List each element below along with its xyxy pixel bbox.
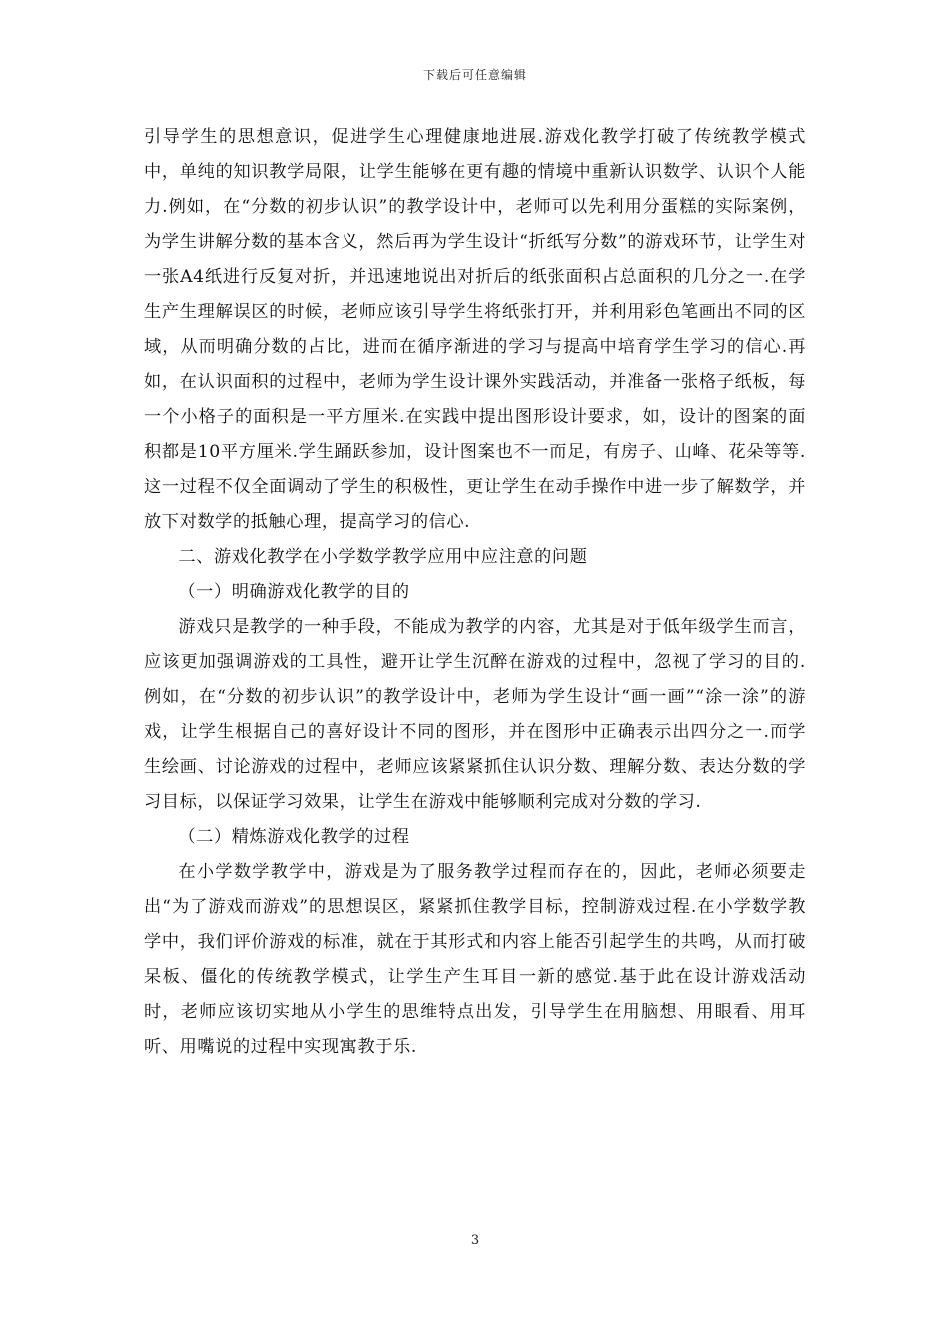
subsection-heading-1: （一）明确游戏化教学的目的	[178, 582, 410, 602]
section-heading: 二、游戏化教学在小学数学教学应用中应注意的问题	[178, 547, 588, 567]
paragraph-continuation: 引导学生的思想意识，促进学生心理健康地进展.游戏化教学打破了传统教学模式中，单纯的知识教学局限，让学生能够在更有趣的情境中重新认识数学、认识个人能力.例如，在“分数的初步认识”的教学设计中，老师可以先利用分蛋糕的实际案例，为学生讲解分数的基本含义，然后再为学生设计“折纸写分数”的游戏环节，让学生对一张A4纸进行反复对折，并迅速地说出对折后的纸张面积占总面积的几分之一.在学生产生理解误区的时候，老师应该引导学生将纸张打开，并利用彩色笔画出不同的区域，从而明确分数的占比，进而在循序渐进的学习与提高中培育学生学习的信心.再如，在认识面积的过程中，老师为学生设计课外实践活动，并准备一张格子纸板，每一个小格子的面积是一平方厘米.在实践中提出图形设计要求，如，设计的图案的面积都是10平方厘米.学生踊跃参加，设计图案也不一而足，有房子、山峰、花朵等等.这一过程不仅全面调动了学生的积极性，更让学生在动手操作中进一步了解数学，并放下对数学的抵触心理，提高学习的信心.	[144, 127, 806, 532]
page-number: 3	[470, 1233, 480, 1248]
document-body	[144, 120, 806, 1065]
page-header: 下载后可任意编辑	[422, 68, 527, 82]
subsection-heading-2: （二）精炼游戏化教学的过程	[178, 827, 410, 847]
paragraph-process: 在小学数学教学中，游戏是为了服务教学过程而存在的，因此，老师必须要走出“为了游戏而游戏”的思想误区，紧紧抓住教学目标，控制游戏过程.在小学数学教学中，我们评价游戏的标准，就在于其形式和内容上能否引起学生的共鸣，从而打破呆板、僵化的传统教学模式，让学生产生耳目一新的感觉.基于此在设计游戏活动时，老师应该切实地从小学生的思维特点出发，引导学生在用脑想、用眼看、用耳听、用嘴说的过程中实现寓教于乐.	[144, 862, 806, 1057]
paragraph-purpose: 游戏只是教学的一种手段，不能成为教学的内容，尤其是对于低年级学生而言，应该更加强调游戏的工具性，避开让学生沉醉在游戏的过程中，忽视了学习的目的.例如，在“分数的初步认识”的教学设计中，老师为学生设计“画一画”“涂一涂”的游戏，让学生根据自己的喜好设计不同的图形，并在图形中正确表示出四分之一.而学生绘画、讨论游戏的过程中，老师应该紧紧抓住认识分数、理解分数、表达分数的学习目标，以保证学习效果，让学生在游戏中能够顺利完成对分数的学习.	[144, 617, 806, 812]
